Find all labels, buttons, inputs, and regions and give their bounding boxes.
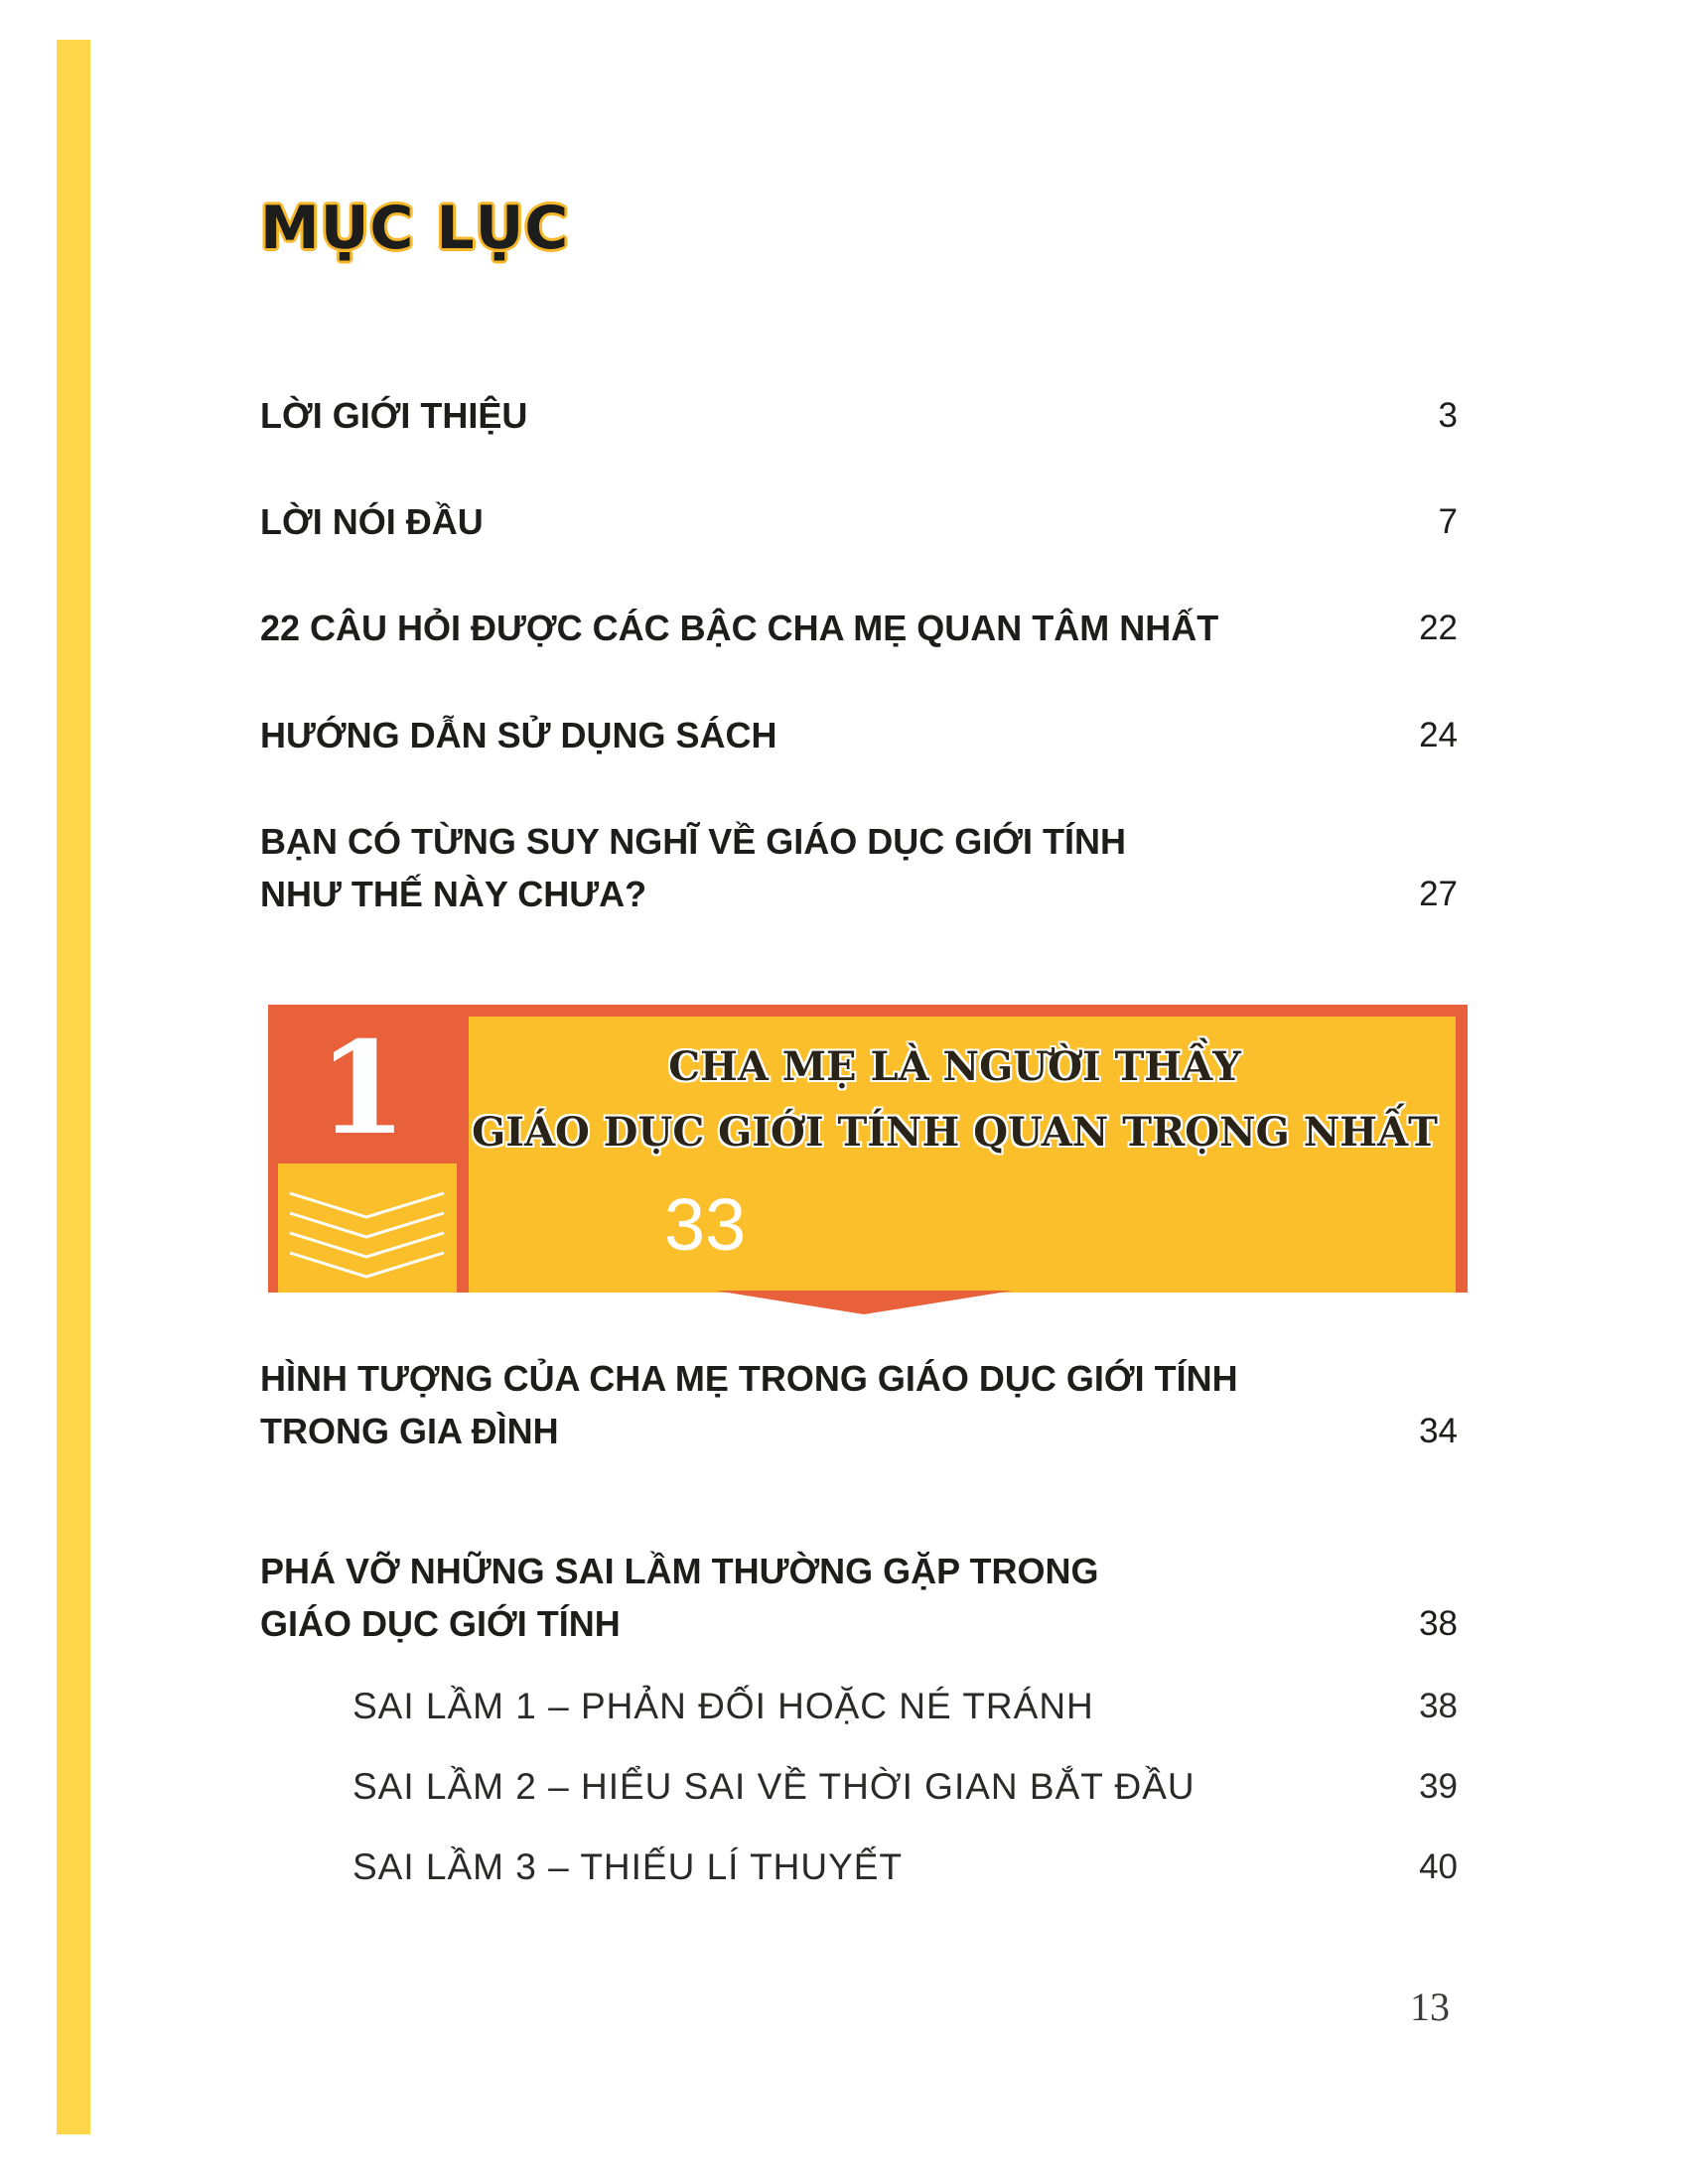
toc-entry-title-line: HÌNH TƯỢNG CỦA CHA MẸ TRONG GIÁO DỤC GIỚI TÍNH	[260, 1358, 1238, 1399]
page-title: MỤC LỤC	[260, 194, 570, 263]
toc-entry-page: 24	[1419, 716, 1458, 754]
page-number: 13	[1410, 1984, 1450, 2029]
chapter-number-panel	[268, 1005, 457, 1293]
toc-entry-title-line: BẠN CÓ TỪNG SUY NGHĨ VỀ GIÁO DỤC GIỚI TÍNH	[260, 821, 1126, 862]
toc-entry-title: LỜI NÓI ĐẦU	[260, 501, 484, 542]
toc-entry-common-mistakes[interactable]	[260, 1545, 1458, 1650]
sub-entry-page: 38	[1419, 1687, 1458, 1725]
toc-entry-intro[interactable]	[260, 389, 1458, 442]
toc-entry-title: LỜI GIỚI THIỆU	[260, 395, 528, 436]
sub-entry-mistake-3[interactable]	[352, 1841, 1458, 1893]
toc-entry-title-line: PHÁ VỠ NHỮNG SAI LẦM THƯỜNG GẶP TRONG	[260, 1551, 1099, 1591]
side-stripe	[57, 40, 90, 2134]
toc-entry-page: 3	[1438, 396, 1458, 435]
chapter-title-line: CHA MẸ LÀ NGƯỜI THẦY	[668, 1043, 1241, 1090]
chapter-title-line: GIÁO DỤC GIỚI TÍNH QUAN TRỌNG NHẤT	[472, 1109, 1438, 1156]
sub-entry-title: SAI LẦM 1 – PHẢN ĐỐI HOẶC NÉ TRÁNH	[352, 1686, 1094, 1726]
sub-entry-mistake-2[interactable]	[352, 1760, 1458, 1813]
toc-entry-page: 38	[1419, 1604, 1458, 1643]
sub-entry-title: SAI LẦM 3 – THIẾU LÍ THUYẾT	[352, 1846, 904, 1887]
toc-entry-title: 22 CÂU HỎI ĐƯỢC CÁC BẬC CHA MẸ QUAN TÂM NHẤT	[260, 608, 1219, 648]
sub-entry-page: 39	[1419, 1767, 1458, 1806]
toc-entry-preface[interactable]	[260, 495, 1458, 548]
chapter-banner[interactable]	[268, 1005, 1468, 1312]
chapter-number: 1	[318, 1015, 407, 1163]
sub-entry-mistake-1[interactable]	[352, 1680, 1458, 1732]
toc-entry-page: 7	[1438, 502, 1458, 541]
sub-entry-page: 40	[1419, 1847, 1458, 1886]
toc-entry-page: 22	[1419, 609, 1458, 647]
sub-entry-title: SAI LẦM 2 – HIỂU SAI VỀ THỜI GIAN BẮT ĐẦU	[352, 1766, 1196, 1807]
down-arrow-icon	[715, 1291, 1013, 1314]
toc-entry-title: HƯỚNG DẪN SỬ DỤNG SÁCH	[260, 715, 777, 755]
toc-entry-title-line: NHƯ THẾ NÀY CHƯA?	[260, 874, 647, 914]
toc-entry-parent-image[interactable]	[260, 1352, 1458, 1457]
toc-entry-page: 34	[1419, 1412, 1458, 1450]
toc-entry-title-line: TRONG GIA ĐÌNH	[260, 1411, 559, 1451]
toc-entry-22-questions[interactable]	[260, 602, 1458, 654]
chapter-page: 33	[663, 1183, 747, 1266]
toc-entry-guide[interactable]	[260, 709, 1458, 761]
toc-entry-have-you-thought[interactable]	[260, 815, 1458, 920]
toc-entry-title-line: GIÁO DỤC GIỚI TÍNH	[260, 1603, 621, 1644]
toc-entry-page: 27	[1419, 875, 1458, 913]
chevrons-icon	[280, 1171, 454, 1291]
chapter-title	[472, 1034, 1438, 1165]
